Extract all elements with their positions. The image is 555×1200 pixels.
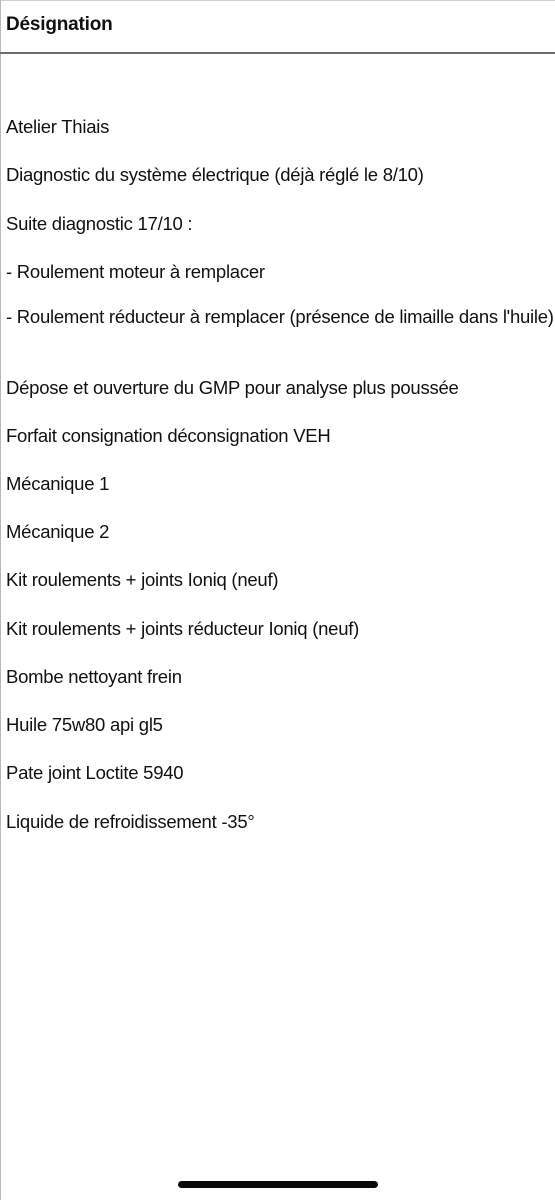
list-item: Kit roulements + joints Ioniq (neuf) <box>6 569 279 590</box>
left-border <box>0 0 1 1200</box>
list-item: - Roulement réducteur à remplacer (présence de limaille dans l'huile) <box>6 306 554 327</box>
list-item: Mécanique 1 <box>6 473 110 494</box>
list-item: - Roulement moteur à remplacer <box>6 261 265 282</box>
list-item: Kit roulements + joints réducteur Ioniq (neuf) <box>6 618 360 639</box>
list-item: Mécanique 2 <box>6 521 110 542</box>
list-item: Pate joint Loctite 5940 <box>6 762 184 783</box>
list-item: Dépose et ouverture du GMP pour analyse plus poussée <box>6 377 459 398</box>
list-item: Diagnostic du système électrique (déjà réglé le 8/10) <box>6 164 424 185</box>
column-header-designation: Désignation <box>6 14 113 35</box>
list-item: Suite diagnostic 17/10 : <box>6 213 193 234</box>
home-indicator[interactable] <box>178 1181 378 1188</box>
header-divider <box>0 52 555 54</box>
list-item: Atelier Thiais <box>6 116 110 137</box>
list-item: Liquide de refroidissement -35° <box>6 811 255 832</box>
list-item: Bombe nettoyant frein <box>6 666 182 687</box>
list-item: Huile 75w80 api gl5 <box>6 714 163 735</box>
list-item: Forfait consignation déconsignation VEH <box>6 425 331 446</box>
